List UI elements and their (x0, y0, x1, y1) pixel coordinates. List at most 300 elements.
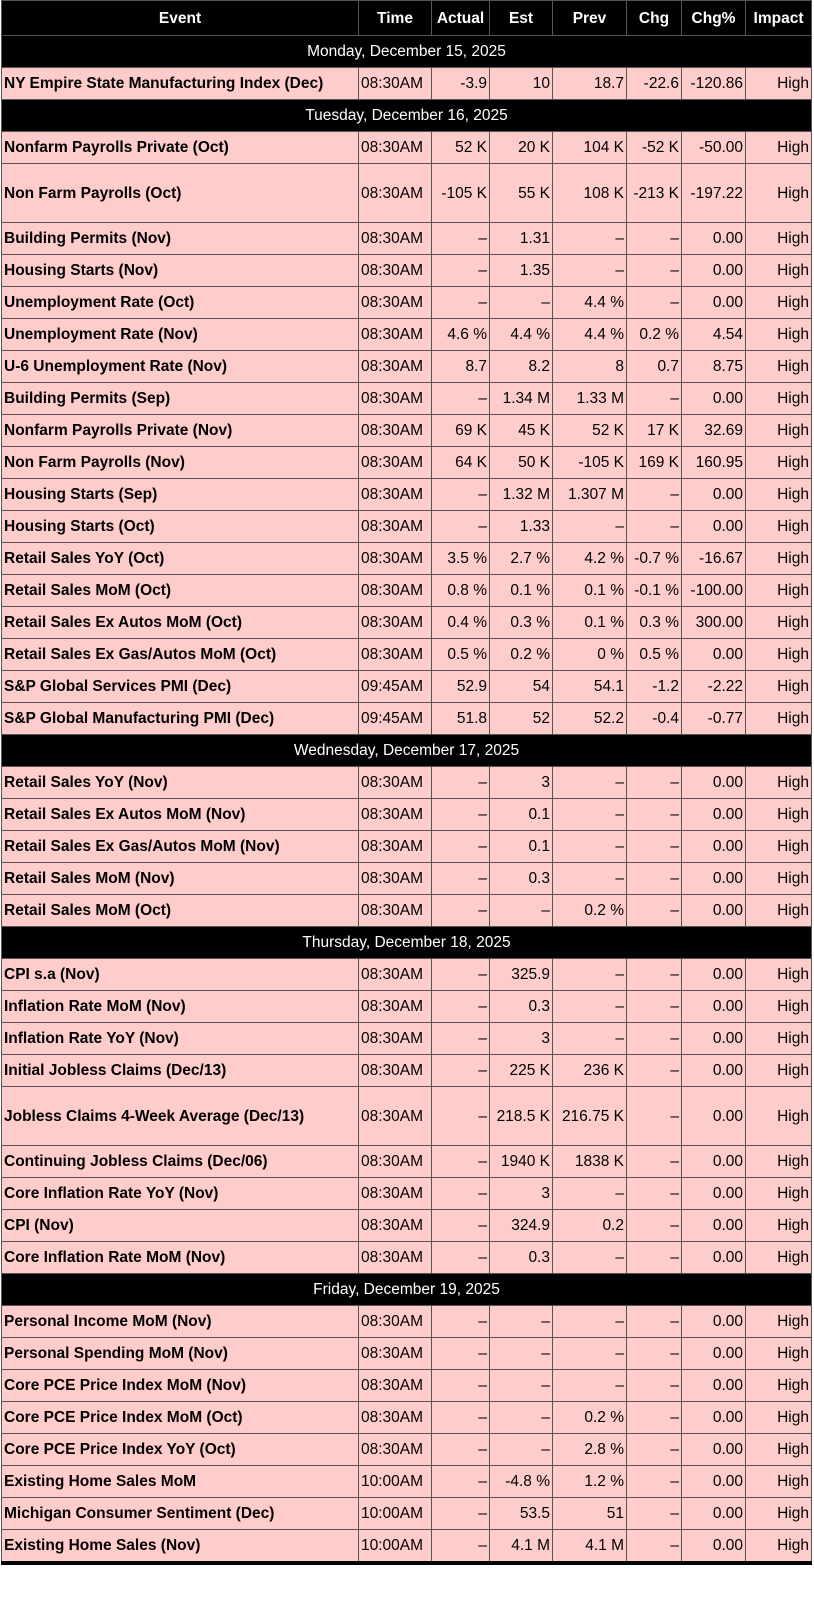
event-est: 225 K (490, 1055, 553, 1087)
event-est: 0.2 % (490, 639, 553, 671)
event-prev: 0.2 (553, 1210, 627, 1242)
event-row[interactable] (2, 319, 812, 351)
event-actual: – (432, 799, 490, 831)
col-header-chg[interactable]: Chg (627, 1, 682, 36)
event-est: -4.8 % (490, 1466, 553, 1498)
event-actual: 3.5 % (432, 543, 490, 575)
event-name: Retail Sales YoY (Nov) (2, 767, 359, 799)
event-chg: 17 K (627, 415, 682, 447)
event-chg: – (627, 1530, 682, 1564)
event-row[interactable] (2, 1146, 812, 1178)
event-actual: – (432, 1178, 490, 1210)
event-row[interactable] (2, 767, 812, 799)
event-impact: High (746, 255, 812, 287)
event-chg-pct: 0.00 (682, 1087, 746, 1146)
event-row[interactable] (2, 1498, 812, 1530)
event-row[interactable] (2, 991, 812, 1023)
event-chg-pct: 0.00 (682, 895, 746, 927)
event-impact: High (746, 1146, 812, 1178)
event-row[interactable] (2, 383, 812, 415)
event-chg: – (627, 1242, 682, 1274)
event-est: 1.34 M (490, 383, 553, 415)
event-actual: 69 K (432, 415, 490, 447)
event-time: 08:30AM (359, 1087, 432, 1146)
event-est: 55 K (490, 164, 553, 223)
event-name: Retail Sales Ex Gas/Autos MoM (Nov) (2, 831, 359, 863)
event-time: 08:30AM (359, 607, 432, 639)
event-impact: High (746, 1402, 812, 1434)
day-date-label: Wednesday, December 17, 2025 (2, 735, 812, 767)
event-est: 3 (490, 767, 553, 799)
event-actual: – (432, 1087, 490, 1146)
event-chg-pct: 0.00 (682, 1370, 746, 1402)
event-time: 10:00AM (359, 1466, 432, 1498)
event-name: Unemployment Rate (Nov) (2, 319, 359, 351)
event-impact: High (746, 319, 812, 351)
event-prev: 104 K (553, 132, 627, 164)
event-row[interactable] (2, 164, 812, 223)
event-prev: – (553, 831, 627, 863)
event-est: 0.1 % (490, 575, 553, 607)
event-prev: – (553, 1178, 627, 1210)
event-chg: 0.2 % (627, 319, 682, 351)
event-impact: High (746, 959, 812, 991)
event-est: 218.5 K (490, 1087, 553, 1146)
event-impact: High (746, 1306, 812, 1338)
event-actual: – (432, 1434, 490, 1466)
event-time: 08:30AM (359, 319, 432, 351)
event-row[interactable] (2, 479, 812, 511)
event-prev: – (553, 1023, 627, 1055)
event-chg: – (627, 991, 682, 1023)
event-name: Core PCE Price Index YoY (Oct) (2, 1434, 359, 1466)
event-time: 08:30AM (359, 959, 432, 991)
event-chg: 0.3 % (627, 607, 682, 639)
event-name: Existing Home Sales MoM (2, 1466, 359, 1498)
event-chg-pct: 0.00 (682, 639, 746, 671)
event-chg-pct: 300.00 (682, 607, 746, 639)
event-name: Retail Sales MoM (Oct) (2, 575, 359, 607)
event-chg: – (627, 1498, 682, 1530)
event-actual: – (432, 383, 490, 415)
event-row[interactable] (2, 831, 812, 863)
event-impact: High (746, 767, 812, 799)
event-name: Retail Sales YoY (Oct) (2, 543, 359, 575)
event-time: 08:30AM (359, 287, 432, 319)
event-chg: -22.6 (627, 68, 682, 100)
event-impact: High (746, 1210, 812, 1242)
col-header-prev[interactable]: Prev (553, 1, 627, 36)
event-actual: 0.4 % (432, 607, 490, 639)
event-actual: 52.9 (432, 671, 490, 703)
event-time: 08:30AM (359, 863, 432, 895)
event-chg: – (627, 959, 682, 991)
col-header-impact[interactable]: Impact (746, 1, 812, 36)
event-name: Housing Starts (Nov) (2, 255, 359, 287)
event-name: Continuing Jobless Claims (Dec/06) (2, 1146, 359, 1178)
event-name: Retail Sales MoM (Nov) (2, 863, 359, 895)
event-chg: – (627, 1178, 682, 1210)
event-impact: High (746, 351, 812, 383)
event-prev: 1.33 M (553, 383, 627, 415)
event-name: Non Farm Payrolls (Nov) (2, 447, 359, 479)
event-impact: High (746, 799, 812, 831)
event-row[interactable] (2, 1178, 812, 1210)
col-header-est[interactable]: Est (490, 1, 553, 36)
event-chg: -0.1 % (627, 575, 682, 607)
event-chg-pct: 0.00 (682, 287, 746, 319)
event-est: 4.1 M (490, 1530, 553, 1564)
event-prev: 0.2 % (553, 895, 627, 927)
event-impact: High (746, 607, 812, 639)
event-prev: – (553, 959, 627, 991)
event-impact: High (746, 1530, 812, 1564)
event-actual: – (432, 1466, 490, 1498)
day-header-row (2, 927, 812, 959)
event-est: – (490, 1402, 553, 1434)
event-row[interactable] (2, 287, 812, 319)
event-est: – (490, 895, 553, 927)
event-chg-pct: -2.22 (682, 671, 746, 703)
event-prev: 8 (553, 351, 627, 383)
event-name: Nonfarm Payrolls Private (Nov) (2, 415, 359, 447)
event-name: Core Inflation Rate YoY (Nov) (2, 1178, 359, 1210)
event-name: Non Farm Payrolls (Oct) (2, 164, 359, 223)
event-name: Retail Sales Ex Gas/Autos MoM (Oct) (2, 639, 359, 671)
event-impact: High (746, 164, 812, 223)
economic-calendar-table (1, 0, 812, 1565)
day-date-label: Tuesday, December 16, 2025 (2, 100, 812, 132)
event-row[interactable] (2, 895, 812, 927)
event-actual: 0.5 % (432, 639, 490, 671)
event-chg: – (627, 767, 682, 799)
event-est: 0.3 (490, 863, 553, 895)
event-name: CPI s.a (Nov) (2, 959, 359, 991)
event-est: 1.32 M (490, 479, 553, 511)
event-name: Initial Jobless Claims (Dec/13) (2, 1055, 359, 1087)
event-time: 08:30AM (359, 132, 432, 164)
event-row[interactable] (2, 351, 812, 383)
event-impact: High (746, 703, 812, 735)
event-impact: High (746, 991, 812, 1023)
event-chg-pct: 0.00 (682, 1434, 746, 1466)
event-chg-pct: 0.00 (682, 991, 746, 1023)
event-time: 08:30AM (359, 575, 432, 607)
event-est: – (490, 1306, 553, 1338)
event-chg-pct: -197.22 (682, 164, 746, 223)
event-actual: – (432, 1370, 490, 1402)
event-actual: – (432, 1210, 490, 1242)
event-time: 08:30AM (359, 895, 432, 927)
event-name: NY Empire State Manufacturing Index (Dec) (2, 68, 359, 100)
col-header-actual[interactable]: Actual (432, 1, 490, 36)
event-row[interactable] (2, 959, 812, 991)
event-name: Core PCE Price Index MoM (Nov) (2, 1370, 359, 1402)
event-impact: High (746, 1338, 812, 1370)
day-date-label: Monday, December 15, 2025 (2, 36, 812, 68)
event-time: 09:45AM (359, 703, 432, 735)
event-chg: -52 K (627, 132, 682, 164)
event-row[interactable] (2, 799, 812, 831)
event-chg-pct: 0.00 (682, 223, 746, 255)
event-row[interactable] (2, 575, 812, 607)
event-row[interactable] (2, 68, 812, 100)
event-row[interactable] (2, 1530, 812, 1564)
event-est: 54 (490, 671, 553, 703)
event-prev: 4.4 % (553, 287, 627, 319)
event-chg: – (627, 799, 682, 831)
event-time: 08:30AM (359, 223, 432, 255)
event-name: U-6 Unemployment Rate (Nov) (2, 351, 359, 383)
event-chg: -0.7 % (627, 543, 682, 575)
event-row[interactable] (2, 1466, 812, 1498)
event-name: Inflation Rate MoM (Nov) (2, 991, 359, 1023)
event-actual: – (432, 1306, 490, 1338)
event-chg-pct: 0.00 (682, 767, 746, 799)
event-impact: High (746, 1242, 812, 1274)
col-header-event[interactable]: Event (2, 1, 359, 36)
event-prev: – (553, 991, 627, 1023)
event-row[interactable] (2, 639, 812, 671)
event-prev: – (553, 767, 627, 799)
event-actual: – (432, 1023, 490, 1055)
event-chg: – (627, 1370, 682, 1402)
event-chg: – (627, 895, 682, 927)
event-actual: 52 K (432, 132, 490, 164)
event-name: Housing Starts (Sep) (2, 479, 359, 511)
event-name: Housing Starts (Oct) (2, 511, 359, 543)
event-row[interactable] (2, 1087, 812, 1146)
event-chg-pct: 0.00 (682, 831, 746, 863)
event-row[interactable] (2, 511, 812, 543)
event-actual: – (432, 895, 490, 927)
event-actual: – (432, 959, 490, 991)
event-chg-pct: 0.00 (682, 1402, 746, 1434)
event-chg-pct: 0.00 (682, 1178, 746, 1210)
event-time: 08:30AM (359, 68, 432, 100)
event-actual: – (432, 1498, 490, 1530)
event-prev: – (553, 511, 627, 543)
col-header-chg-pct[interactable]: Chg% (682, 1, 746, 36)
event-chg: -0.4 (627, 703, 682, 735)
event-row[interactable] (2, 863, 812, 895)
calendar-body (2, 36, 812, 1564)
event-prev: – (553, 1242, 627, 1274)
event-est: 3 (490, 1023, 553, 1055)
event-row[interactable] (2, 1434, 812, 1466)
event-est: 0.3 % (490, 607, 553, 639)
event-prev: – (553, 799, 627, 831)
event-impact: High (746, 223, 812, 255)
event-chg-pct: -0.77 (682, 703, 746, 735)
event-name: CPI (Nov) (2, 1210, 359, 1242)
event-chg-pct: 32.69 (682, 415, 746, 447)
event-time: 08:30AM (359, 415, 432, 447)
event-est: 1940 K (490, 1146, 553, 1178)
event-row[interactable] (2, 1338, 812, 1370)
event-name: Building Permits (Nov) (2, 223, 359, 255)
event-time: 08:30AM (359, 447, 432, 479)
event-name: Building Permits (Sep) (2, 383, 359, 415)
event-impact: High (746, 863, 812, 895)
col-header-time[interactable]: Time (359, 1, 432, 36)
event-time: 08:30AM (359, 1434, 432, 1466)
event-time: 08:30AM (359, 1146, 432, 1178)
event-actual: -3.9 (432, 68, 490, 100)
event-chg: – (627, 1466, 682, 1498)
event-prev: 18.7 (553, 68, 627, 100)
event-chg-pct: 0.00 (682, 511, 746, 543)
event-chg: – (627, 1210, 682, 1242)
event-est: 10 (490, 68, 553, 100)
event-chg-pct: 0.00 (682, 255, 746, 287)
event-est: 0.1 (490, 831, 553, 863)
event-actual: – (432, 287, 490, 319)
event-est: 1.33 (490, 511, 553, 543)
event-actual: – (432, 1338, 490, 1370)
event-row[interactable] (2, 255, 812, 287)
event-row[interactable] (2, 1210, 812, 1242)
day-header-row (2, 735, 812, 767)
event-impact: High (746, 287, 812, 319)
event-actual: – (432, 479, 490, 511)
event-row[interactable] (2, 1242, 812, 1274)
event-row[interactable] (2, 132, 812, 164)
header-row (2, 1, 812, 36)
event-est: 45 K (490, 415, 553, 447)
event-time: 08:30AM (359, 1210, 432, 1242)
event-chg: – (627, 1402, 682, 1434)
event-chg-pct: 0.00 (682, 1146, 746, 1178)
event-chg: -1.2 (627, 671, 682, 703)
event-row[interactable] (2, 223, 812, 255)
event-row[interactable] (2, 1023, 812, 1055)
event-est: 53.5 (490, 1498, 553, 1530)
event-row[interactable] (2, 447, 812, 479)
event-time: 08:30AM (359, 255, 432, 287)
event-row[interactable] (2, 1370, 812, 1402)
event-impact: High (746, 1466, 812, 1498)
event-name: Personal Income MoM (Nov) (2, 1306, 359, 1338)
event-prev: – (553, 863, 627, 895)
event-row[interactable] (2, 543, 812, 575)
event-name: Unemployment Rate (Oct) (2, 287, 359, 319)
event-chg-pct: 0.00 (682, 479, 746, 511)
event-time: 08:30AM (359, 1023, 432, 1055)
event-impact: High (746, 511, 812, 543)
event-prev: 51 (553, 1498, 627, 1530)
event-chg-pct: 0.00 (682, 1306, 746, 1338)
event-impact: High (746, 68, 812, 100)
event-actual: – (432, 255, 490, 287)
event-chg: – (627, 1087, 682, 1146)
event-est: 0.3 (490, 991, 553, 1023)
event-prev: 0.2 % (553, 1402, 627, 1434)
event-prev: – (553, 255, 627, 287)
event-row[interactable] (2, 671, 812, 703)
event-name: Existing Home Sales (Nov) (2, 1530, 359, 1564)
event-name: Core PCE Price Index MoM (Oct) (2, 1402, 359, 1434)
event-actual: – (432, 991, 490, 1023)
event-row[interactable] (2, 1402, 812, 1434)
event-impact: High (746, 831, 812, 863)
event-chg-pct: 0.00 (682, 1466, 746, 1498)
event-prev: 0 % (553, 639, 627, 671)
event-name: Jobless Claims 4-Week Average (Dec/13) (2, 1087, 359, 1146)
event-time: 08:30AM (359, 799, 432, 831)
event-chg: – (627, 1338, 682, 1370)
event-est: – (490, 1338, 553, 1370)
event-chg-pct: 0.00 (682, 799, 746, 831)
event-name: Nonfarm Payrolls Private (Oct) (2, 132, 359, 164)
event-prev: 108 K (553, 164, 627, 223)
event-impact: High (746, 1434, 812, 1466)
event-est: – (490, 287, 553, 319)
event-actual: – (432, 1242, 490, 1274)
event-est: – (490, 1370, 553, 1402)
event-actual: 4.6 % (432, 319, 490, 351)
event-row[interactable] (2, 1055, 812, 1087)
event-impact: High (746, 1087, 812, 1146)
event-name: S&P Global Manufacturing PMI (Dec) (2, 703, 359, 735)
event-chg-pct: 0.00 (682, 1530, 746, 1564)
event-actual: – (432, 1146, 490, 1178)
event-chg-pct: -100.00 (682, 575, 746, 607)
event-prev: 0.1 % (553, 575, 627, 607)
event-row[interactable] (2, 1306, 812, 1338)
event-chg: – (627, 831, 682, 863)
event-prev: 4.4 % (553, 319, 627, 351)
event-prev: -105 K (553, 447, 627, 479)
event-name: Personal Spending MoM (Nov) (2, 1338, 359, 1370)
event-chg: – (627, 1055, 682, 1087)
event-row[interactable] (2, 415, 812, 447)
event-est: 4.4 % (490, 319, 553, 351)
event-chg-pct: 0.00 (682, 1498, 746, 1530)
event-actual: – (432, 1402, 490, 1434)
day-header-row (2, 1274, 812, 1306)
event-row[interactable] (2, 607, 812, 639)
event-chg: – (627, 1434, 682, 1466)
event-prev: – (553, 1306, 627, 1338)
day-header-row (2, 100, 812, 132)
event-est: 8.2 (490, 351, 553, 383)
event-est: 1.35 (490, 255, 553, 287)
event-prev: 54.1 (553, 671, 627, 703)
event-time: 10:00AM (359, 1530, 432, 1564)
event-chg-pct: -16.67 (682, 543, 746, 575)
event-impact: High (746, 447, 812, 479)
event-est: 1.31 (490, 223, 553, 255)
event-chg-pct: -50.00 (682, 132, 746, 164)
event-row[interactable] (2, 703, 812, 735)
event-actual: – (432, 223, 490, 255)
event-prev: 1.307 M (553, 479, 627, 511)
event-actual: 0.8 % (432, 575, 490, 607)
event-impact: High (746, 1023, 812, 1055)
event-time: 08:30AM (359, 639, 432, 671)
event-prev: 1.2 % (553, 1466, 627, 1498)
event-est: 2.7 % (490, 543, 553, 575)
event-chg: – (627, 479, 682, 511)
event-chg: – (627, 1146, 682, 1178)
event-chg: – (627, 1023, 682, 1055)
event-prev: 4.1 M (553, 1530, 627, 1564)
event-impact: High (746, 1055, 812, 1087)
event-chg-pct: 4.54 (682, 319, 746, 351)
event-est: 324.9 (490, 1210, 553, 1242)
event-actual: – (432, 1530, 490, 1564)
